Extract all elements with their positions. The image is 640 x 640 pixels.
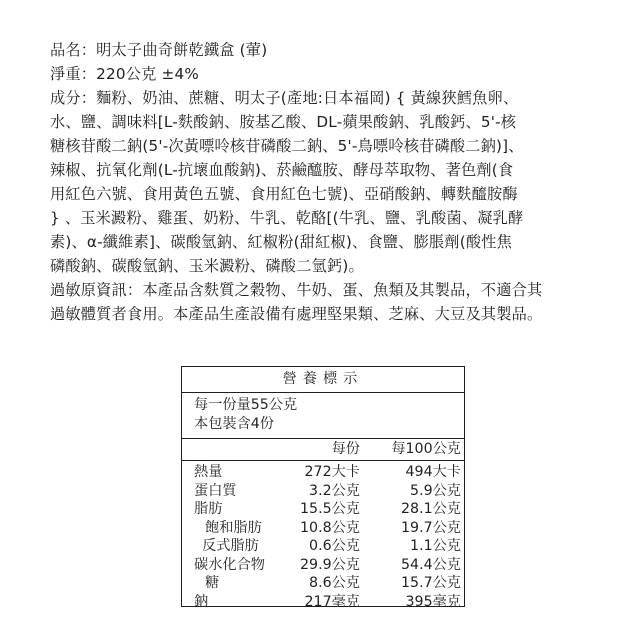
per-100g-value: 15.7公克 — [401, 575, 461, 591]
allergen-line: 過敏體質者食用。本產品生產設備有處理堅果類、芝麻、大豆及其製品。 — [50, 305, 543, 323]
nutrition-row — [182, 482, 464, 501]
per-serving-value: 0.6公克 — [309, 538, 360, 554]
nutrition-rows — [182, 461, 464, 611]
per-100g-value: 54.4公克 — [401, 556, 461, 573]
nutrition-row — [182, 556, 464, 575]
ingredients-line: } 、玉米澱粉、雞蛋、奶粉、牛乳、乾酪[(牛乳、鹽、乳酸菌、凝乳酵 — [50, 209, 524, 227]
nutrient-name: 熱量 — [194, 464, 223, 480]
per-serving-value: 3.2公克 — [309, 482, 360, 499]
serving-info — [182, 393, 464, 439]
per-serving-value: 29.9公克 — [300, 556, 360, 573]
per-100g-value: 28.1公克 — [401, 501, 461, 517]
per-serving-value: 10.8公克 — [300, 519, 360, 536]
ingredients-line: 水、鹽、調味料[L-麩酸鈉、胺基乙酸、DL-蘋果酸鈉、乳酸鈣、5'-核 — [50, 113, 517, 131]
ingredients-line: 用紅色六號、食用黃色五號、食用紅色七號)、亞硝酸鈉、轉麩醯胺酶 — [50, 185, 518, 203]
nutrition-row — [182, 537, 464, 556]
nutrient-name: 脂肪 — [194, 501, 223, 517]
serving-size: 每一份量55公克 — [194, 397, 298, 413]
nutrition-row — [182, 593, 464, 612]
allergen-info — [50, 278, 620, 326]
per-serving-value: 272大卡 — [304, 464, 360, 480]
servings-per-pack: 本包裝含4份 — [194, 416, 274, 432]
nutrient-name: 碳水化合物 — [194, 556, 265, 573]
net-weight: 淨重：220公克 ±4% — [50, 65, 199, 83]
nutrition-row — [182, 574, 464, 593]
ingredients-line: 素)、α-纖維素]、碳酸氫鈉、紅椒粉(甜紅椒)、食鹽、膨脹劑(酸性焦 — [50, 233, 512, 251]
ingredients-line: 辣椒、抗氧化劑(L-抗壞血酸鈉)、菸鹼醯胺、酵母萃取物、著色劑(食 — [50, 161, 514, 179]
nutrient-name: 反式脂肪 — [202, 538, 259, 554]
nutrition-facts-panel — [181, 366, 465, 610]
per-serving-value: 217毫克 — [304, 593, 360, 610]
per-serving-value: 15.5公克 — [300, 501, 360, 517]
nutrient-name: 蛋白質 — [194, 482, 237, 499]
nutrient-name: 鈉 — [194, 593, 209, 610]
ingredients-line: 成分：麵粉、奶油、蔗糖、明太子(產地:日本福岡) { 黃線狹鱈魚卵、 — [50, 89, 519, 107]
product-name: 品名：明太子曲奇餅乾鐵盒 (葷) — [50, 41, 268, 59]
allergen-line: 過敏原資訊：本產品含麩質之穀物、牛奶、蛋、魚類及其製品，不適合其 — [50, 281, 543, 299]
nutrition-column-headers — [182, 439, 464, 461]
col-per-100g: 每100公克 — [391, 441, 461, 457]
nutrient-name: 糖 — [205, 575, 220, 591]
per-100g-value: 494大卡 — [405, 464, 461, 480]
nutrition-row — [182, 463, 464, 482]
nutrition-row — [182, 500, 464, 519]
nutrition-title: 營養標示 — [182, 367, 464, 393]
per-100g-value: 5.9公克 — [410, 482, 461, 499]
per-serving-value: 8.6公克 — [309, 575, 360, 591]
col-per-serving: 每份 — [331, 441, 360, 457]
per-100g-value: 1.1公克 — [410, 538, 461, 554]
per-100g-value: 395毫克 — [405, 593, 461, 610]
ingredients-line: 糖核苷酸二鈉(5'-次黃嘌呤核苷磷酸二鈉、5'-鳥嘌呤核苷磷酸二鈉)]、 — [50, 137, 524, 155]
nutrient-name: 飽和脂肪 — [205, 519, 262, 536]
per-100g-value: 19.7公克 — [401, 519, 461, 536]
ingredients-list — [50, 86, 620, 278]
product-label-text — [50, 38, 620, 326]
ingredients-line: 磷酸鈉、碳酸氫鈉、玉米澱粉、磷酸二氫鈣)。 — [50, 257, 364, 275]
nutrition-row — [182, 519, 464, 538]
